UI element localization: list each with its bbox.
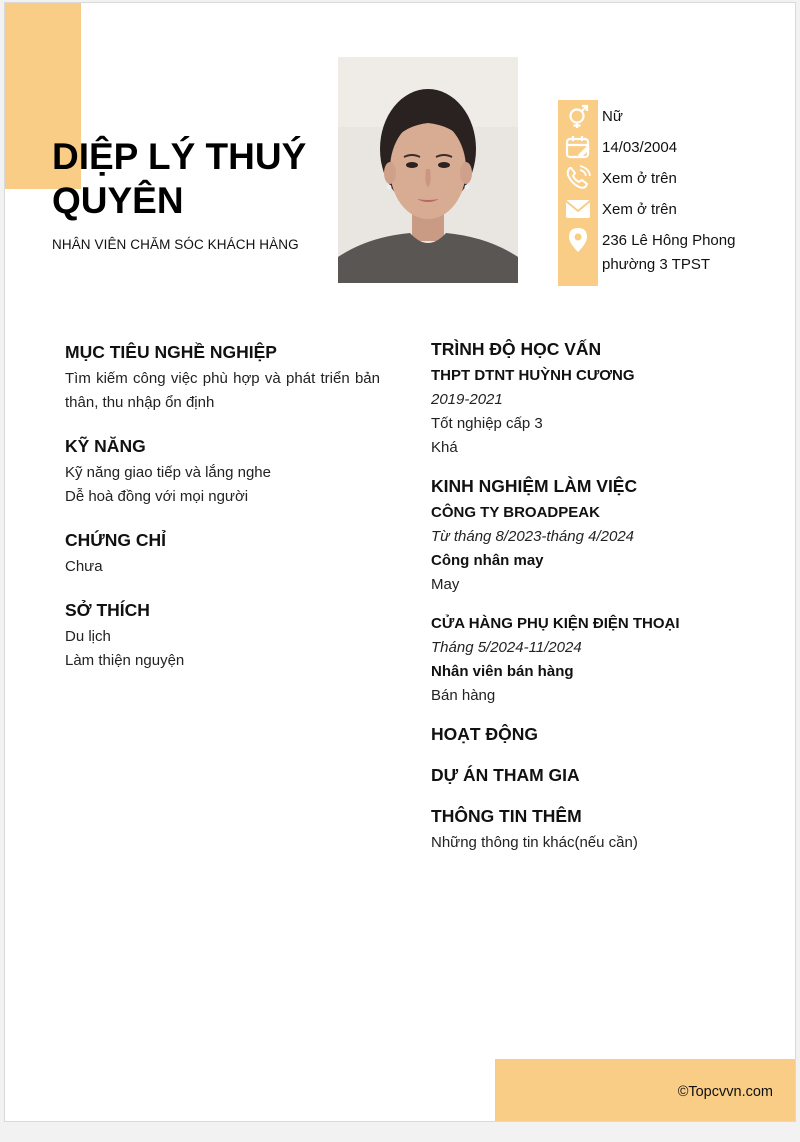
contact-email-value: Xem ở trên xyxy=(602,201,677,218)
job-1-period: Từ tháng 8/2023-tháng 4/2024 xyxy=(431,528,634,545)
profile-photo xyxy=(338,57,518,283)
hobby-item-2: Làm thiện nguyện xyxy=(65,652,185,669)
skills-title: KỸ NĂNG xyxy=(65,436,146,456)
location-icon xyxy=(564,227,592,253)
footer-accent-block xyxy=(495,1059,796,1122)
certificate-item-1: Chưa xyxy=(65,558,103,575)
education-school: THPT DTNT HUỲNH CƯƠNG xyxy=(431,367,635,384)
candidate-name: DIỆP LÝ THUÝ QUYÊN xyxy=(52,136,307,222)
projects-title: DỰ ÁN THAM GIA xyxy=(431,765,580,785)
education-title: TRÌNH ĐỘ HỌC VẤN xyxy=(431,339,602,359)
certificates-title: CHỨNG CHỈ xyxy=(65,530,167,550)
hobby-item-1: Du lịch xyxy=(65,628,111,645)
email-icon xyxy=(564,196,592,222)
skill-item-1: Kỹ năng giao tiếp và lắng nghe xyxy=(65,464,271,481)
cv-page xyxy=(4,2,796,1122)
gender-icon xyxy=(564,103,592,129)
job-2-description: Bán hàng xyxy=(431,687,496,704)
contact-address-value: 236 Lê Hông Phong phường 3 TPST xyxy=(602,232,736,273)
contact-birthday-value: 14/03/2004 xyxy=(602,139,678,156)
job-2-position: Nhân viên bán hàng xyxy=(431,663,574,680)
skill-item-2: Dễ hoà đồng với mọi người xyxy=(65,488,249,505)
objective-title: MỤC TIÊU NGHỀ NGHIỆP xyxy=(65,342,277,362)
education-grade: Khá xyxy=(431,439,458,456)
experience-title: KINH NGHIỆM LÀM VIỆC xyxy=(431,476,638,496)
hobbies-title: SỞ THÍCH xyxy=(65,600,150,620)
job-2-period: Tháng 5/2024-11/2024 xyxy=(431,639,582,656)
job-1-company: CÔNG TY BROADPEAK xyxy=(431,504,600,521)
contact-gender-value: Nữ xyxy=(602,108,623,125)
job-2-company: CỬA HÀNG PHỤ KIỆN ĐIỆN THOẠI xyxy=(431,615,680,632)
job-1-position: Công nhân may xyxy=(431,552,544,569)
education-degree: Tốt nghiệp cấp 3 xyxy=(431,415,543,432)
objective-text: Tìm kiếm công việc phù hợp và phát triển bản thân, thu nhập ổn định xyxy=(65,370,380,411)
job-1-description: May xyxy=(431,576,460,593)
calendar-icon xyxy=(564,134,592,160)
job-title: NHÂN VIÊN CHĂM SÓC KHÁCH HÀNG xyxy=(52,237,299,252)
activities-title: HOẠT ĐỘNG xyxy=(431,724,538,744)
education-period: 2019-2021 xyxy=(431,391,503,408)
contact-phone-value: Xem ở trên xyxy=(602,170,677,187)
footer-credit: ©Topcvvn.com xyxy=(677,1084,773,1100)
additional-info-text: Những thông tin khác(nếu cần) xyxy=(431,834,638,851)
additional-info-title: THÔNG TIN THÊM xyxy=(431,806,582,826)
phone-icon xyxy=(564,165,592,191)
